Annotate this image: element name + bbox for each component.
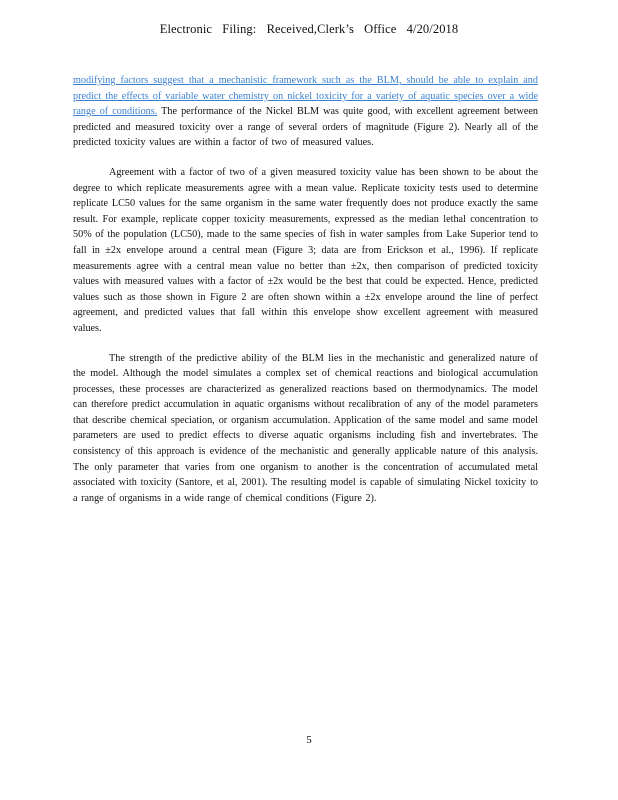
paragraph-3: The strength of the predictive ability of the BLM lies in the mechanistic and generalized nature of the model. Although the model simulates a complex set of chemical reactions and biological accumulation processes, these processes are characterized as generalized reactions based on thermodynamics. The model can therefore predict accumulation in aquatic organisms without recalibration of any of the model parameters that describe chemical speciation, or organism accumulation. Application of the same model and same model parameters are used to predict effects to diverse aquatic organisms including fish and invertebrates. The consistency of this approach is evidence of the mechanistic and generally applicable nature of this analysis. The only parameter that varies from one organism to another is the concentration of accumulated metal associated with toxicity (Santore, et al, 2001). The resulting model is capable of simulating Nickel toxicity to a range of organisms in a wide range of chemical conditions (Figure 2). bbox=[73, 352, 538, 504]
page-number: 5 bbox=[306, 734, 312, 746]
paragraph-2: Agreement with a factor of two of a given measured toxicity value has been shown to be about the degree to which replicate measurements agree with a mean value. Replicate toxicity tests used to determine replicate LC50 values for the same organism in the same water frequently does not produce exactly the same result. For example, replicate copper toxicity measurements, expressed as the median lethal concentration to 50% of the population (LC50), made to the same species of fish in water samples from Lake Superior tend to fall in ±2x envelope around a central mean (Figure 3; data are from Erickson et al., 1996). If replicate measurements agree with a central mean value no better than ±2x, then comparison of predicted toxicity values with measured values with a factor of ±2x would be the best that could be expected. Hence, predicted values such as those shown in Figure 2 are often shown within a ±2x envelope around the line of perfect agreement, and predicted values that fall within this envelope show excellent agreement with measured values. bbox=[73, 166, 538, 334]
paragraph-1 bbox=[73, 73, 538, 151]
document-body bbox=[73, 73, 538, 520]
paragraph-1-text: The performance of the Nickel BLM was quite good, with excellent agreement between predicted and measured toxicity over a range of several orders of magnitude (Figure 2). Nearly all of the predicted toxicity values are within a factor of two of measured values. bbox=[73, 106, 538, 149]
hyperlinked-text[interactable]: modifying factors suggest that a mechanistic framework such as the BLM, should be able to explain and predict the effects of variable water chemistry on nickel toxicity for a variety of aquatic species over a wide range of conditions. bbox=[73, 75, 538, 118]
filing-header: Electronic Filing: Received,Clerk’s Office 4/20/2018 bbox=[159, 22, 459, 36]
